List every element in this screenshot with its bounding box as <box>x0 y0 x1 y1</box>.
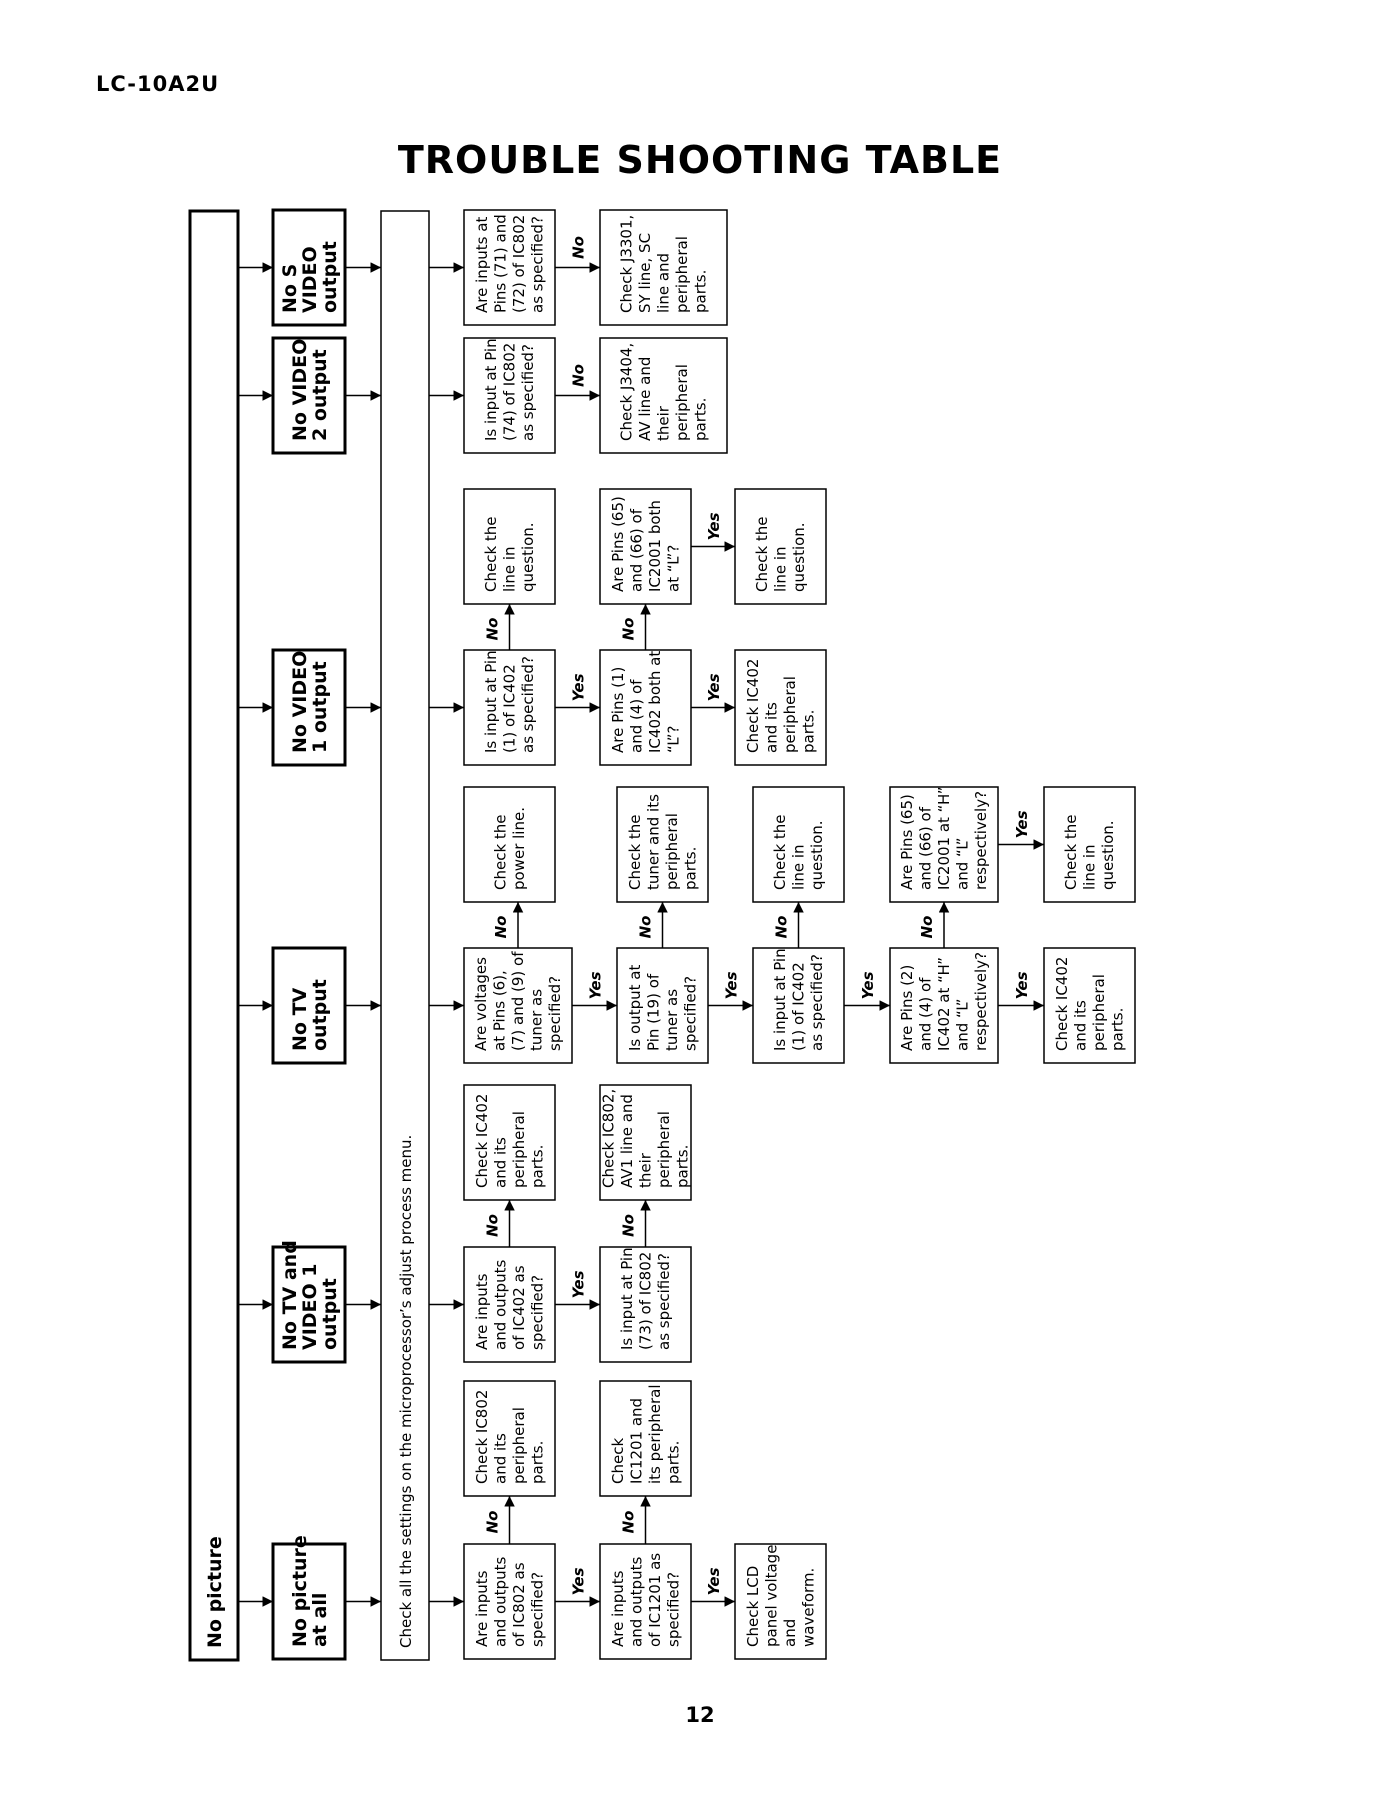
box-text: Check J3301,SY line, SCline andperipheralparts. <box>617 214 710 313</box>
box-text: Are voltagesat Pins (6),(7) and (9) oftuner asspecified? <box>472 951 564 1051</box>
flow-box-a1 <box>464 1544 555 1659</box>
box-text: Check theline inquestion. <box>753 516 808 592</box>
no-label: No <box>918 915 936 939</box>
no-label: No <box>492 915 510 939</box>
flow-box-f1 <box>464 210 555 325</box>
no-label: No <box>569 236 588 259</box>
yes-label: Yes <box>586 971 605 1000</box>
flow-box-d6 <box>735 489 826 604</box>
box-text: No picture <box>204 1536 226 1648</box>
yes-label: Yes <box>705 673 723 702</box>
box-text: Are inputs atPins (71) and(72) of IC802as specified? <box>472 214 547 313</box>
box-frame <box>190 211 238 1660</box>
box-text: Check theline inquestion. <box>1062 814 1117 890</box>
flow-box-a4 <box>600 1381 691 1496</box>
box-text: Is output atPin (19) oftuner asspecified? <box>625 964 700 1051</box>
model-number: LC-10A2U <box>96 72 220 96</box>
box-text: Check IC802and itsperipheralparts. <box>472 1389 547 1484</box>
box-text: Is input at Pin(1) of IC402as specified? <box>482 650 537 753</box>
yes-label: Yes <box>722 971 741 1000</box>
flow-box-note <box>381 211 429 1660</box>
flow-box-s6 <box>273 210 345 325</box>
box-text: Check IC402and itsperipheralparts. <box>1052 956 1127 1051</box>
flow-box-d2 <box>464 489 555 604</box>
flow-box-a3 <box>600 1544 691 1659</box>
flow-box-c7 <box>890 948 998 1063</box>
no-label: No <box>569 364 588 387</box>
yes-label: Yes <box>569 1270 588 1299</box>
box-text: No pictureat all <box>289 1535 331 1647</box>
yes-label: Yes <box>705 1567 723 1596</box>
no-label: No <box>483 617 502 641</box>
flow-box-c3 <box>617 948 708 1063</box>
yes-label: Yes <box>1013 971 1031 1000</box>
page-title: TROUBLE SHOOTING TABLE <box>397 138 1003 182</box>
box-text: Are inputsand outputsof IC1201 asspecified? <box>608 1552 683 1647</box>
box-text: CheckIC1201 andits peripheralparts. <box>608 1384 683 1484</box>
flow-box-d1 <box>464 650 555 765</box>
flow-box-d3 <box>600 650 691 765</box>
no-label: No <box>483 1214 502 1237</box>
flow-box-c1 <box>464 948 572 1063</box>
flow-box-root <box>190 211 238 1660</box>
flow-box-e2 <box>600 338 727 453</box>
box-text: Check theline inquestion. <box>482 516 537 592</box>
no-label: No <box>619 1510 638 1534</box>
flow-box-s5 <box>273 338 345 453</box>
flow-box-s3 <box>273 948 345 1063</box>
flow-box-b2 <box>464 1085 555 1200</box>
flow-box-s2 <box>273 1240 345 1362</box>
no-label: No <box>619 617 638 641</box>
no-label: No <box>619 1214 638 1237</box>
flow-box-a2 <box>464 1381 555 1496</box>
flow-box-c6 <box>753 787 844 902</box>
yes-label: Yes <box>1013 810 1031 839</box>
flow-box-f2 <box>600 210 727 325</box>
box-text: Check IC402and itsperipheralparts. <box>472 1093 547 1188</box>
box-text: Check J3404,AV line andtheirperipheralparts. <box>617 342 710 441</box>
box-text: Check thepower line. <box>491 807 528 890</box>
flow-box-b4 <box>600 1085 692 1200</box>
no-label: No <box>483 1510 502 1534</box>
flow-box-c4 <box>617 787 708 902</box>
box-text: No VIDEO1 output <box>289 650 331 753</box>
box-text: Check theline inquestion. <box>771 814 826 890</box>
flow-box-d4 <box>600 489 691 604</box>
flow-box-c9 <box>1044 948 1135 1063</box>
yes-label: Yes <box>705 512 723 541</box>
box-text: Are Pins (1)and (4) ofIC402 both at“L”? <box>608 650 683 753</box>
box-text: Are Pins (65)and (66) ofIC2001 bothat “L”? <box>608 496 683 592</box>
box-text: No TV andVIDEO 1output <box>279 1240 341 1350</box>
flow-box-b1 <box>464 1247 555 1362</box>
box-text: Are inputsand outputsof IC402 asspecified? <box>472 1259 547 1350</box>
flow-box-a5 <box>735 1544 826 1659</box>
flow-box-d5 <box>735 650 826 765</box>
box-text: Check all the settings on the microprocessor’s adjust process menu. <box>397 1134 415 1648</box>
box-text: Are Pins (65)and (66) ofIC2001 at “H”and “L”respectively? <box>898 786 990 890</box>
box-text: Check LCDpanel voltageandwaveform. <box>743 1544 818 1647</box>
flow-box-c10 <box>1044 787 1135 902</box>
no-label: No <box>636 915 655 939</box>
box-text: Check IC802,AV1 line andtheirperipheralparts. <box>599 1088 692 1188</box>
flow-box-s4 <box>273 650 345 765</box>
flow-box-s1 <box>273 1535 345 1659</box>
box-text: Is input at Pin(74) of IC802as specified? <box>482 338 537 441</box>
box-text: Check thetuner and itsperipheralparts. <box>625 794 700 890</box>
yes-label: Yes <box>859 971 877 1000</box>
box-text: No SVIDEOoutput <box>279 241 341 313</box>
flow-box-e1 <box>464 338 555 453</box>
box-text: No VIDEO2 output <box>289 338 331 441</box>
box-text: Are Pins (2)and (4) ofIC402 at “H”and “L”respectively? <box>898 951 990 1051</box>
box-text: No TVoutput <box>289 979 331 1051</box>
box-text: Check IC402and itsperipheralparts. <box>743 658 818 753</box>
box-text: Is input at Pin(73) of IC802as specified? <box>618 1247 673 1350</box>
flow-box-c5 <box>753 948 844 1063</box>
flow-box-b3 <box>600 1247 691 1362</box>
yes-label: Yes <box>569 1567 588 1596</box>
flow-box-c8 <box>890 786 998 902</box>
yes-label: Yes <box>569 673 588 702</box>
box-text: Is input at Pin(1) of IC402as specified? <box>771 948 826 1051</box>
page-number: 12 <box>685 1703 715 1727</box>
no-label: No <box>772 915 791 939</box>
flow-box-c2 <box>464 787 555 902</box>
box-text: Are inputsand outputsof IC802 asspecified? <box>472 1556 547 1647</box>
